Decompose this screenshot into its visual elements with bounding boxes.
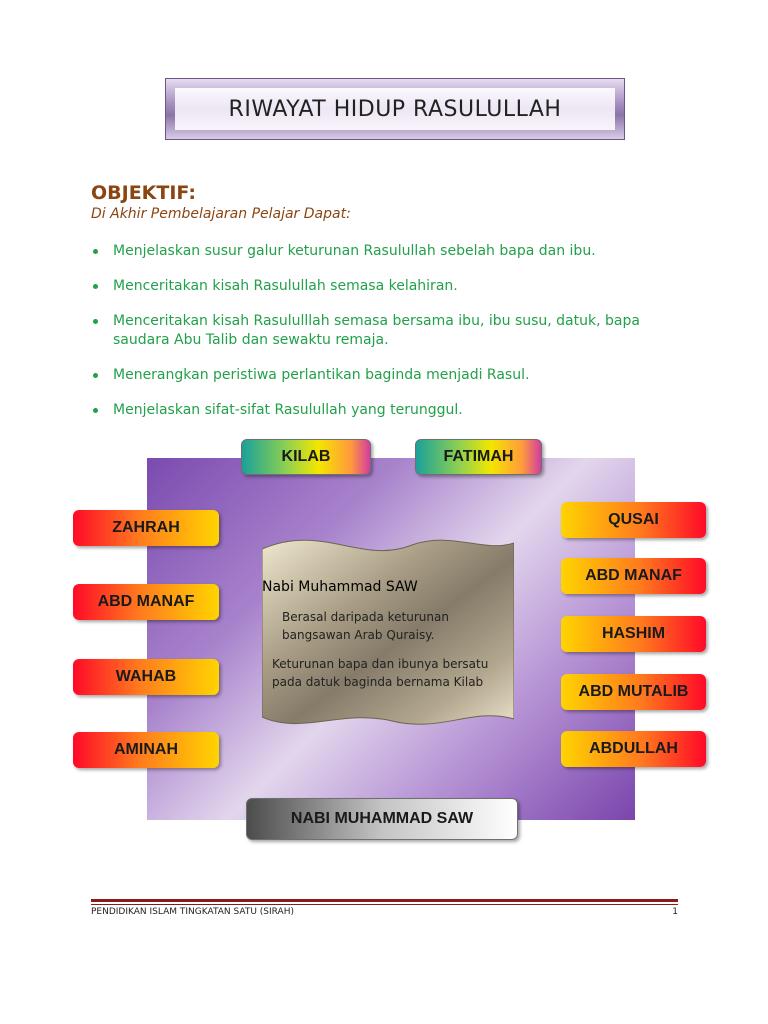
box-aminah: AMINAH [73, 732, 219, 768]
box-kilab: KILAB [241, 439, 371, 475]
card-paragraph-lineage: Keturunan bapa dan ibunya bersatu pada datuk baginda bernama Kilab [272, 657, 489, 689]
list-item: Menjelaskan susur galur keturunan Rasulullah sebelah bapa dan ibu. [91, 242, 671, 261]
objectives-subheading: Di Akhir Pembelajaran Pelajar Dapat: [91, 206, 351, 222]
list-item: Menceritakan kisah Rasulullah semasa kelahiran. [91, 277, 671, 296]
box-abd-mutalib: ABD MUTALIB [561, 674, 706, 710]
box-qusai: QUSAI [561, 502, 706, 538]
objectives-heading: OBJEKTIF: [91, 182, 196, 204]
box-abd-manaf-left: ABD MANAF [73, 584, 219, 620]
card-paragraph-origin: Berasal daripada keturunan bangsawan Arab Quraisy. [282, 610, 449, 642]
box-zahrah: ZAHRAH [73, 510, 219, 546]
info-scroll-card [262, 531, 514, 731]
card-title: Nabi Muhammad SAW [262, 579, 418, 595]
box-abdullah: ABDULLAH [561, 731, 706, 767]
list-item: Menceritakan kisah Rasululllah semasa bersama ibu, ibu susu, datuk, bapa saudara Abu Talib dan sewaktu remaja. [91, 312, 671, 350]
footer-rule-thin [91, 904, 678, 905]
page-number: 1 [672, 907, 678, 917]
footer-rule [91, 899, 678, 902]
list-item: Menerangkan peristiwa perlantikan baginda menjadi Rasul. [91, 366, 671, 385]
footer-text: PENDIDIKAN ISLAM TINGKATAN SATU (SIRAH) [91, 907, 294, 917]
box-fatimah: FATIMAH [415, 439, 542, 475]
list-item: Menjelaskan sifat-sifat Rasulullah yang terunggul. [91, 401, 671, 420]
box-abd-manaf-right: ABD MANAF [561, 558, 706, 594]
box-wahab: WAHAB [73, 659, 219, 695]
objectives-list [91, 242, 671, 436]
page-title: RIWAYAT HIDUP RASULULLAH [175, 88, 615, 130]
box-hashim: HASHIM [561, 616, 706, 652]
box-nabi-muhammad: NABI MUHAMMAD SAW [246, 798, 518, 840]
title-banner [165, 78, 625, 140]
